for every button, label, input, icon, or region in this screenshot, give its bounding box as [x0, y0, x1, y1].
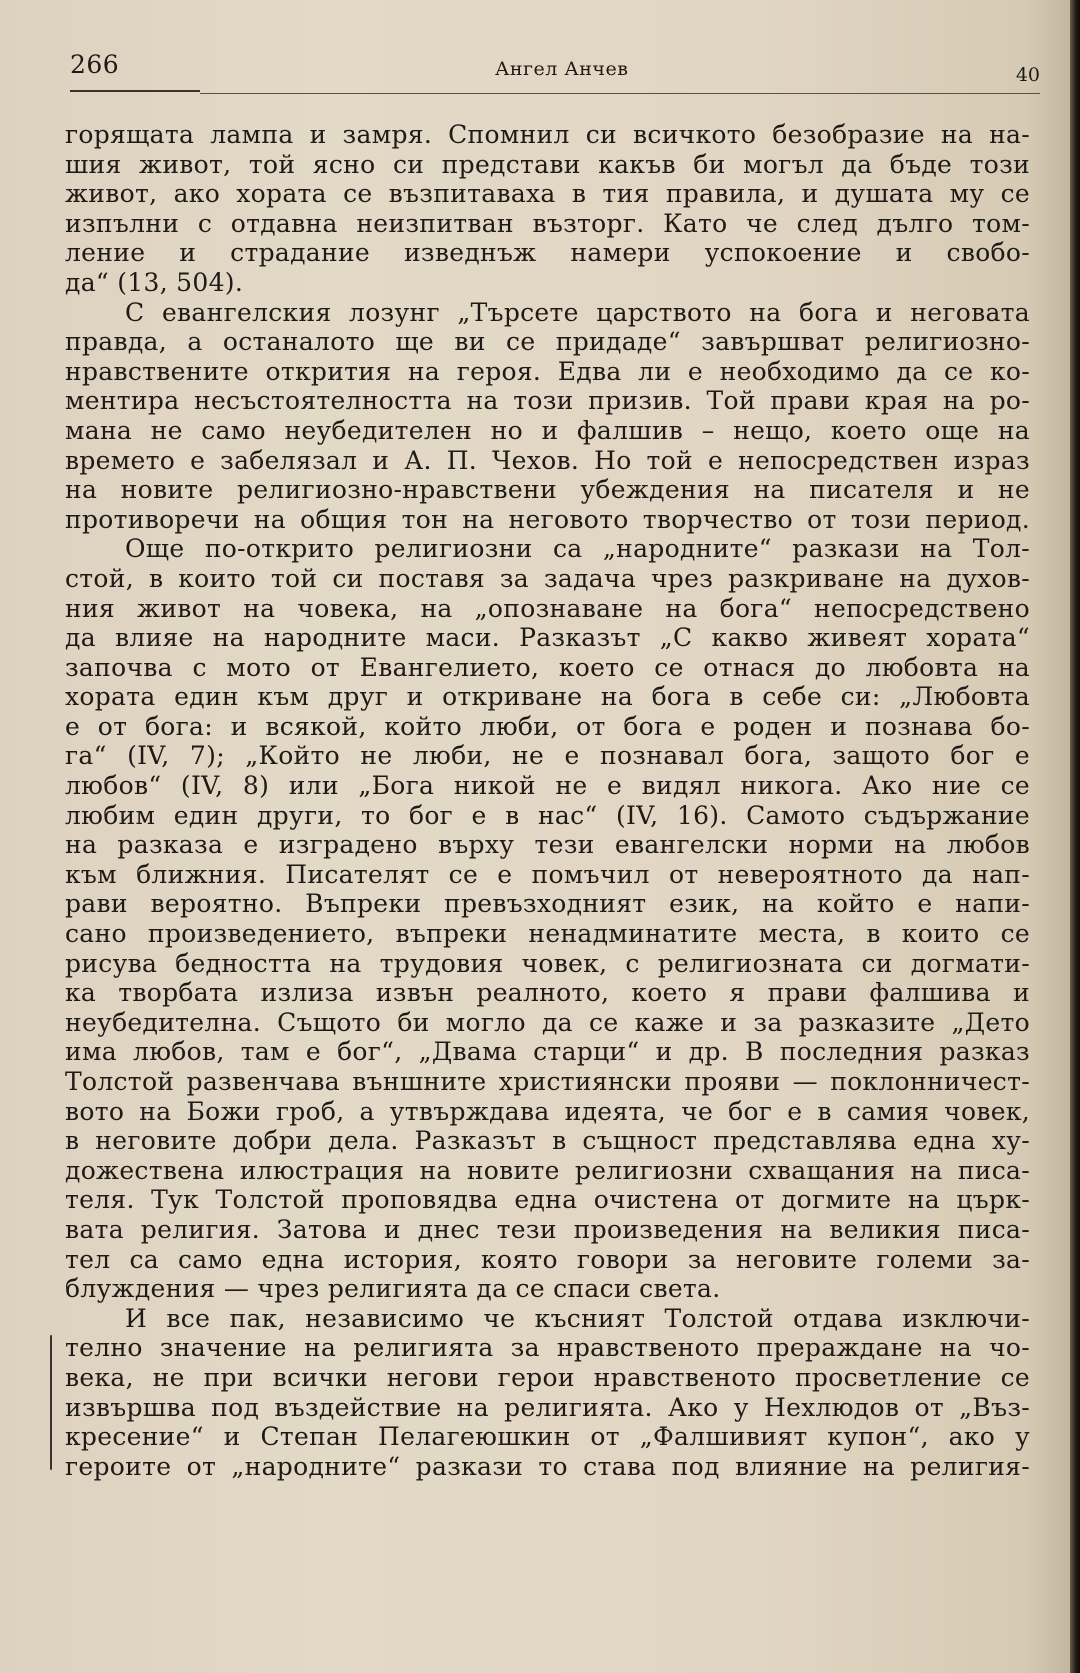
text-line: ния живот на човека, на „опознаване на бога“ непосредствено [65, 593, 1030, 623]
text-line: стой, в които той си поставя за задача чрез разкриване на духов- [65, 563, 1030, 593]
text-line: телно значение на религията за нравственото прераждане на чо- [65, 1333, 1030, 1363]
margin-pencil-mark [50, 1335, 52, 1470]
text-line: нравствените открития на героя. Едва ли е необходимо да се ко- [65, 356, 1030, 386]
text-line: тел са само една история, която говори за неговите големи за- [65, 1244, 1030, 1274]
paragraph-start: С евангелския лозунг „Търсете царството на бога и неговата [125, 297, 1030, 327]
text-line: теля. Тук Толстой проповядва една очистена от догмите на църк- [65, 1185, 1030, 1215]
text-line: рави вероятно. Въпреки превъзходният език, на който е напи- [65, 889, 1030, 919]
body-text [65, 120, 1030, 1481]
text-line: Толстой развенчава външните християнски прояви — поклонничест- [65, 1067, 1030, 1096]
text-line: е от бога: и всякой, който люби, от бога е роден и познава бо- [65, 711, 1030, 741]
text-line: рисува бедността на трудовия човек, с религиозната си догмати- [65, 948, 1030, 978]
section-number: 40 [1015, 64, 1040, 86]
paragraph-start: И все пак, независимо че късният Толстой отдава изключи- [125, 1303, 1030, 1333]
text-line: любим един други, то бог е в нас“ (IV, 16). Самото съдържание [65, 800, 1030, 830]
text-line: хората един към друг и откриване на бога в себе си: „Любовта [65, 682, 1030, 712]
text-line: има любов, там е бог“, „Двама старци“ и др. В последния разказ [65, 1037, 1030, 1067]
text-line: на новите религиозно-нравствени убеждения на писателя и не [65, 475, 1030, 505]
text-line: противоречи на общия тон на неговото творчество от този период. [65, 504, 1030, 534]
header-rule [70, 90, 200, 92]
text-line: вата религия. Затова и днес тези произведения на великия писа- [65, 1214, 1030, 1244]
book-spine-edge [1070, 0, 1080, 1673]
text-line: неубедителна. Същото би могло да се каже и за разказите „Дето [65, 1007, 1030, 1037]
text-line: изпълни с отдавна неизпитван възторг. Като че след дълго том- [65, 208, 1030, 238]
text-line: на разказа е изградено върху тези евангелски норми на любов [65, 830, 1030, 860]
text-line: века, не при всички негови герои нравственото просветление се [65, 1362, 1030, 1392]
text-line: правда, а останалото ще ви се придаде“ завършват религиозно- [65, 327, 1030, 357]
text-line: към ближния. Писателят се е помъчил от невероятното да нап- [65, 859, 1030, 889]
text-line: кресение“ и Степан Пелагеюшкин от „Фалшивият купон“, ако у [65, 1422, 1030, 1452]
paragraph-start: Още по-открито религиозни са „народните“ разкази на Тол- [125, 534, 1030, 564]
text-line: ка творбата излиза извън реалното, което я прави фалшива и [65, 978, 1030, 1008]
running-title: Ангел Анчев [495, 58, 629, 80]
text-line: да влияе на народните маси. Разказът „С какво живеят хората“ [65, 623, 1030, 653]
text-line: живот, ако хората се възпитаваха в тия правила, и душата му се [65, 179, 1030, 209]
text-line: шия живот, той ясно си представи какъв би могъл да бъде този [65, 149, 1030, 179]
text-line: ментира несъстоятелността на този призив. Той прави края на ро- [65, 386, 1030, 416]
page-header [70, 48, 1040, 98]
text-line: ление и страдание изведнъж намери успокоение и свобо- [65, 238, 1030, 268]
text-line: дожествена илюстрация на новите религиозни схващания на писа- [65, 1155, 1030, 1185]
text-line: любов“ (IV, 8) или „Бога никой не е видял никога. Ако ние се [65, 771, 1030, 801]
text-line: вото на Божи гроб, а утвърждава идеята, че бог е в самия човек, [65, 1096, 1030, 1126]
text-line: блуждения — чрез религията да се спаси света. [65, 1274, 721, 1304]
text-line: времето е забелязал и А. П. Чехов. Но той е непосредствен израз [65, 445, 1030, 475]
text-line: започва с мото от Евангелието, което се отнася до любовта на [65, 652, 1030, 682]
text-line: в неговите добри дела. Разказът в същност представлява една ху- [65, 1126, 1030, 1156]
text-line: горящата лампа и замря. Спомнил си всичкото безобразие на на- [65, 120, 1030, 149]
header-rule-thin [200, 93, 1040, 94]
text-line: да“ (13, 504). [65, 267, 244, 297]
text-line: героите от „народните“ разкази то става под влияние на религия- [65, 1451, 1030, 1481]
text-line: сано произведението, въпреки ненадминатите места, в които се [65, 919, 1030, 949]
text-line: извършва под въздействие на религията. Ако у Нехлюдов от „Въз- [65, 1392, 1030, 1422]
page-number: 266 [70, 50, 120, 79]
text-line: га“ (IV, 7); „Който не люби, не е познавал бога, защото бог е [65, 741, 1030, 771]
text-line: мана не само неубедителен но и фалшив – нещо, което още на [65, 415, 1030, 445]
